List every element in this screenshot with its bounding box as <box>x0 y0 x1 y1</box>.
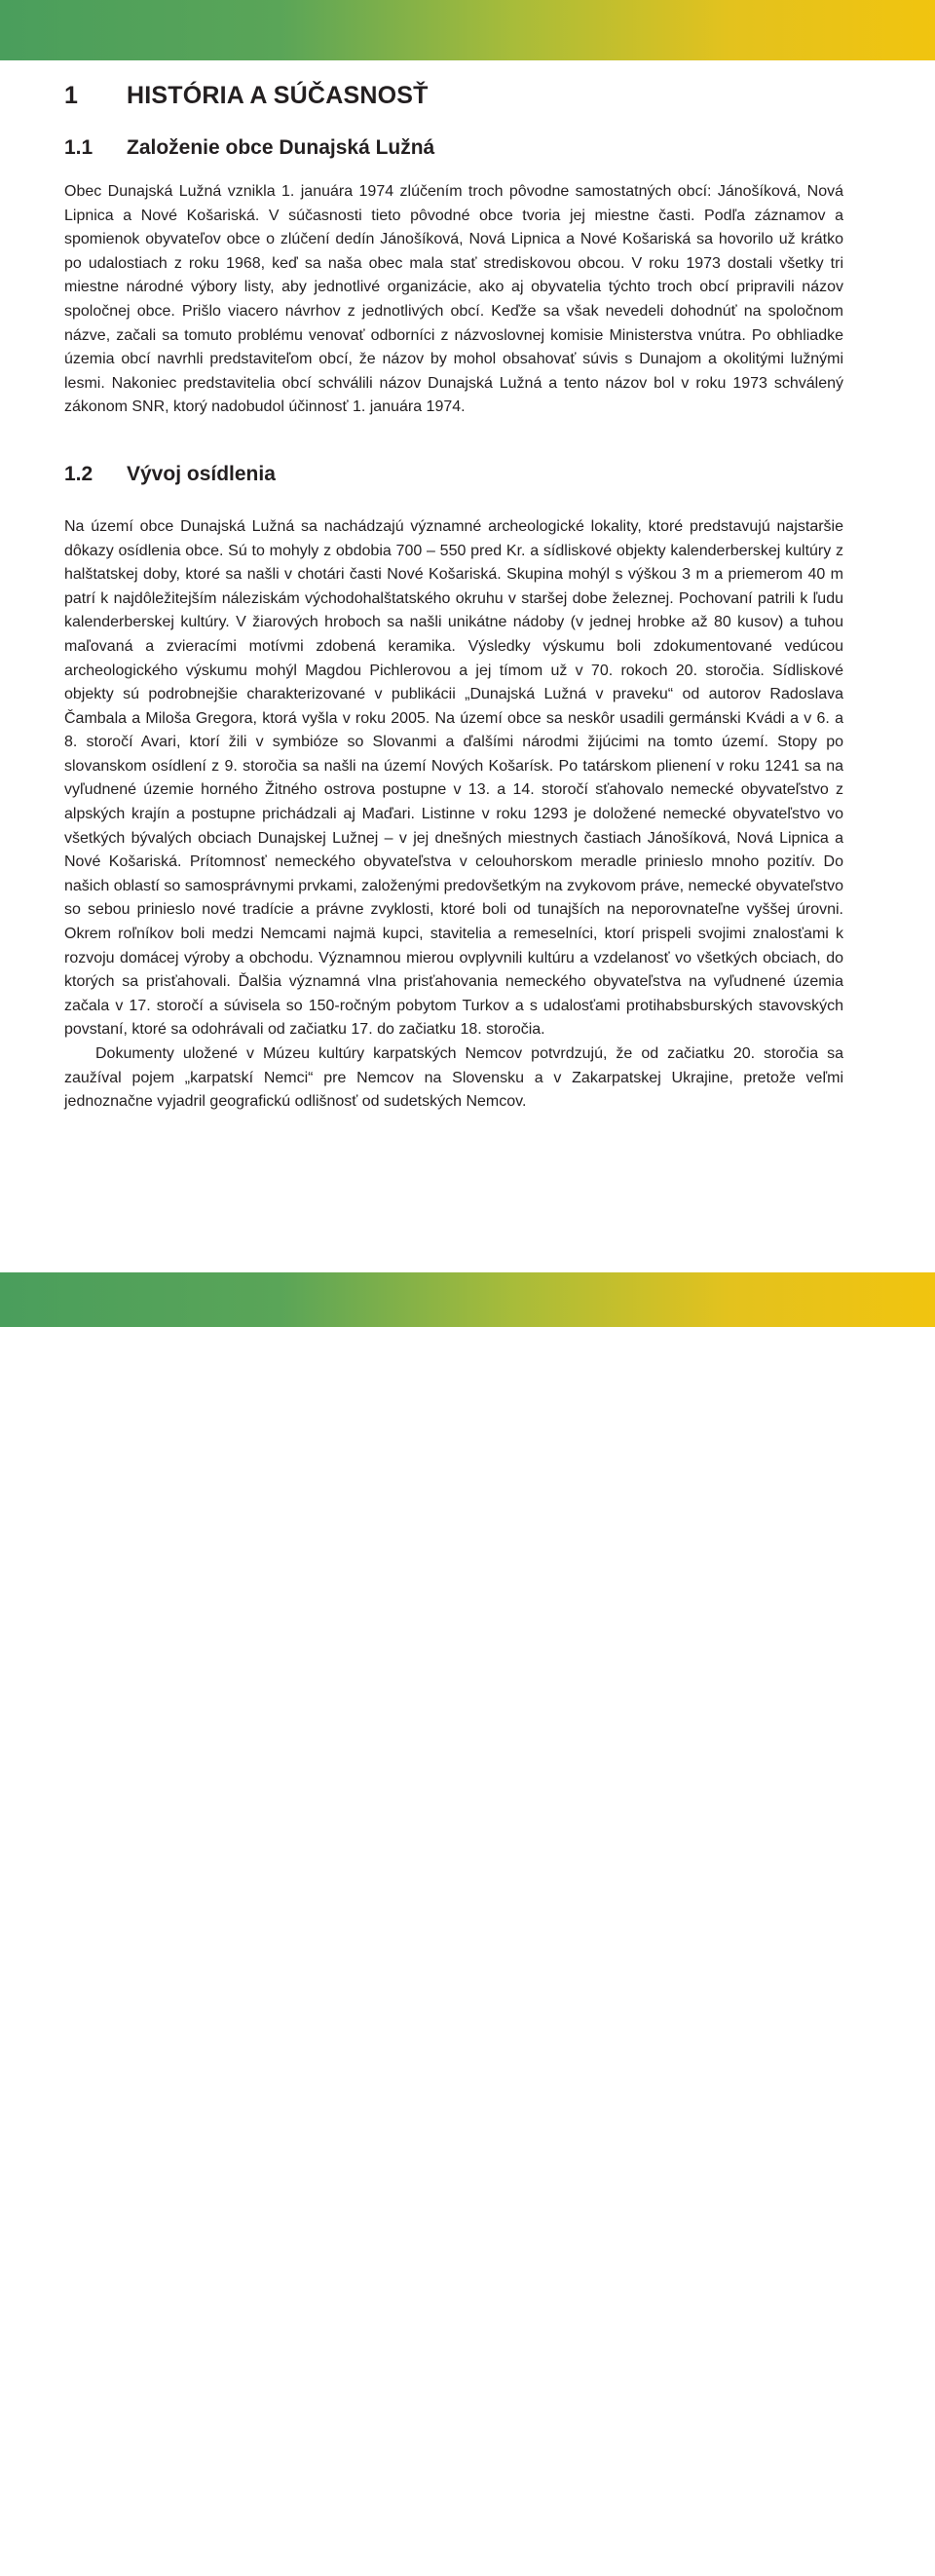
chapter-heading <box>64 76 843 115</box>
section-heading-1-1 <box>64 133 843 164</box>
section-number: 1.1 <box>64 136 94 159</box>
page-content <box>64 76 843 1115</box>
section-title: Vývoj osídlenia <box>127 462 276 485</box>
paragraph-settlement: Na území obce Dunajská Lužná sa nachádzajú významné archeologické lokality, ktoré predstavujú najstaršie dôkazy osídlenia obce. Sú to mohyly z obdobia 700 – 550 pred Kr. a sídliskové objekty kalenderberskej kultúry z halštatskej doby, ktoré sa našli v chotári časti Nové Košariská. Skupina mohýl s výškou 3 m a priemerom 40 m patrí k najdôležitejším náleziskám východohalštatského okruhu v staršej dobe železnej. Pochovaní patrili k ľudu kalenderberskej kultúry. V žiarových hroboch sa našli unikátne nádoby (v jednej hrobke až 80 kusov) a tuhou maľovaná a zvieracími motívmi zdobená keramika. Výsledky výskumu boli zdokumentované vedúcou archeologického výskumu mohýl Magdou Pichlerovou a jej tímom už v 70. rokoch 20. storočia. Sídliskové objekty sú podrobnejšie charakterizované v publikácii „Dunajská Lužná v praveku“ od autorov Radoslava Čambala a Miloša Gregora, ktorá vyšla v roku 2005. Na území obce sa neskôr usadili germánski Kvádi a v 6. a 8. storočí Avari, ktorí žili v symbióze so Slovanmi a ďalšími národmi žijúcimi na tomto území. Stopy po slovanskom osídlení z 9. storočia sa našli na území Nových Košarísk. Po tatárskom plienení v roku 1241 sa na vyľudnené územie horného Žitného ostrova postupne v 13. a 14. storočí sťahovalo nemecké obyvateľstvo z alpských krajín a postupne prichádzali aj Maďari. Listinne v roku 1293 je doložené nemecké obyvateľstvo vo všetkých bývalých obciach Dunajskej Lužnej – v jej dnešných miestnych častiach Jánošíková, Nová Lipnica a Nové Košariská. Prítomnosť nemeckého obyvateľstva v celouhorskom meradle prinieslo mnoho pozitív. Do našich oblastí so samosprávnymi prvkami, založenými predovšetkým na zvykovom práve, nemecké obyvateľstvo so sebou prinieslo nové tradície a právne zvyklosti, ktoré boli od tunajších na neporovnateľne vyššej úrovni. Okrem roľníkov boli medzi Nemcami najmä kupci, stavitelia a remeselníci, ktorí prispeli svojimi znalosťami k rozvoju domácej výroby a obchodu. Významnou mierou ovplyvnili kultúru a vzdelanosť vo všetkých obciach, do ktorých sa prisťahovali. Ďalšia významná vlna prisťahovania nemeckého obyvateľstva na vyľudnené územia začala v 17. storočí a súvisela so 150-ročným pobytom Turkov a s udalosťami protihabsburských stavovských povstaní, ktoré sa odohrávali od začiatku 17. do začiatku 18. storočia. <box>64 517 843 1039</box>
page-number: 2 <box>62 2555 73 2575</box>
section-number: 1.2 <box>64 462 94 485</box>
chapter-title: HISTÓRIA A SÚČASNOSŤ <box>127 82 429 109</box>
section-heading-1-2 <box>64 459 843 490</box>
paragraph-carpathian-germans: Dokumenty uložené v Múzeu kultúry karpatských Nemcov potvrdzujú, že od začiatku 20. storočia sa zaužíval pojem „karpatskí Nemci“ pre Nemcov na Slovensku a v Zakarpatskej Ukrajine, pretože veľmi jednoznačne vyjadril geografickú odlišnosť od sudetských Nemcov. <box>64 1045 843 1111</box>
chapter-number: 1 <box>64 82 79 109</box>
footer-color-band <box>0 1272 935 2575</box>
header-color-band <box>0 0 935 60</box>
section-title: Založenie obce Dunajská Lužná <box>127 136 435 159</box>
paragraph-founding: Obec Dunajská Lužná vznikla 1. januára 1974 zlúčením troch pôvodne samostatných obcí: Jánošíková, Nová Lipnica a Nové Košariská. V súčasnosti tieto pôvodné obce tvoria jej miestne časti. Podľa záznamov a spomienok obyvateľov obce o zlúčení dedín Jánošíková, Nová Lipnica a Nové Košariská sa hovorilo už krátko po udalostiach z roku 1968, keď sa naša obec mala stať strediskovou obcou. V roku 1973 dostali všetky tri miestne národné výbory listy, aby jednotlivé organizácie, ako aj obyvatelia týchto troch obcí pripravili názov spoločnej obce. Prišlo viacero návrhov z jednotlivých obcí. Keďže sa však nevedeli dohodnúť na spoločnom názve, začali sa tomuto problému venovať odborníci z názvoslovnej komisie Ministerstva vnútra. Po obhliadke územia obcí navrhli predstaviteľom obcí, že názov by mohol obsahovať súvis s Dunajom a okolitými lužnými lesmi. Nakoniec predstavitelia obcí schválili názov Dunajská Lužná a tento názov bol v roku 1973 schválený zákonom SNR, ktorý nadobudol účinnosť 1. januára 1974. <box>64 183 843 416</box>
